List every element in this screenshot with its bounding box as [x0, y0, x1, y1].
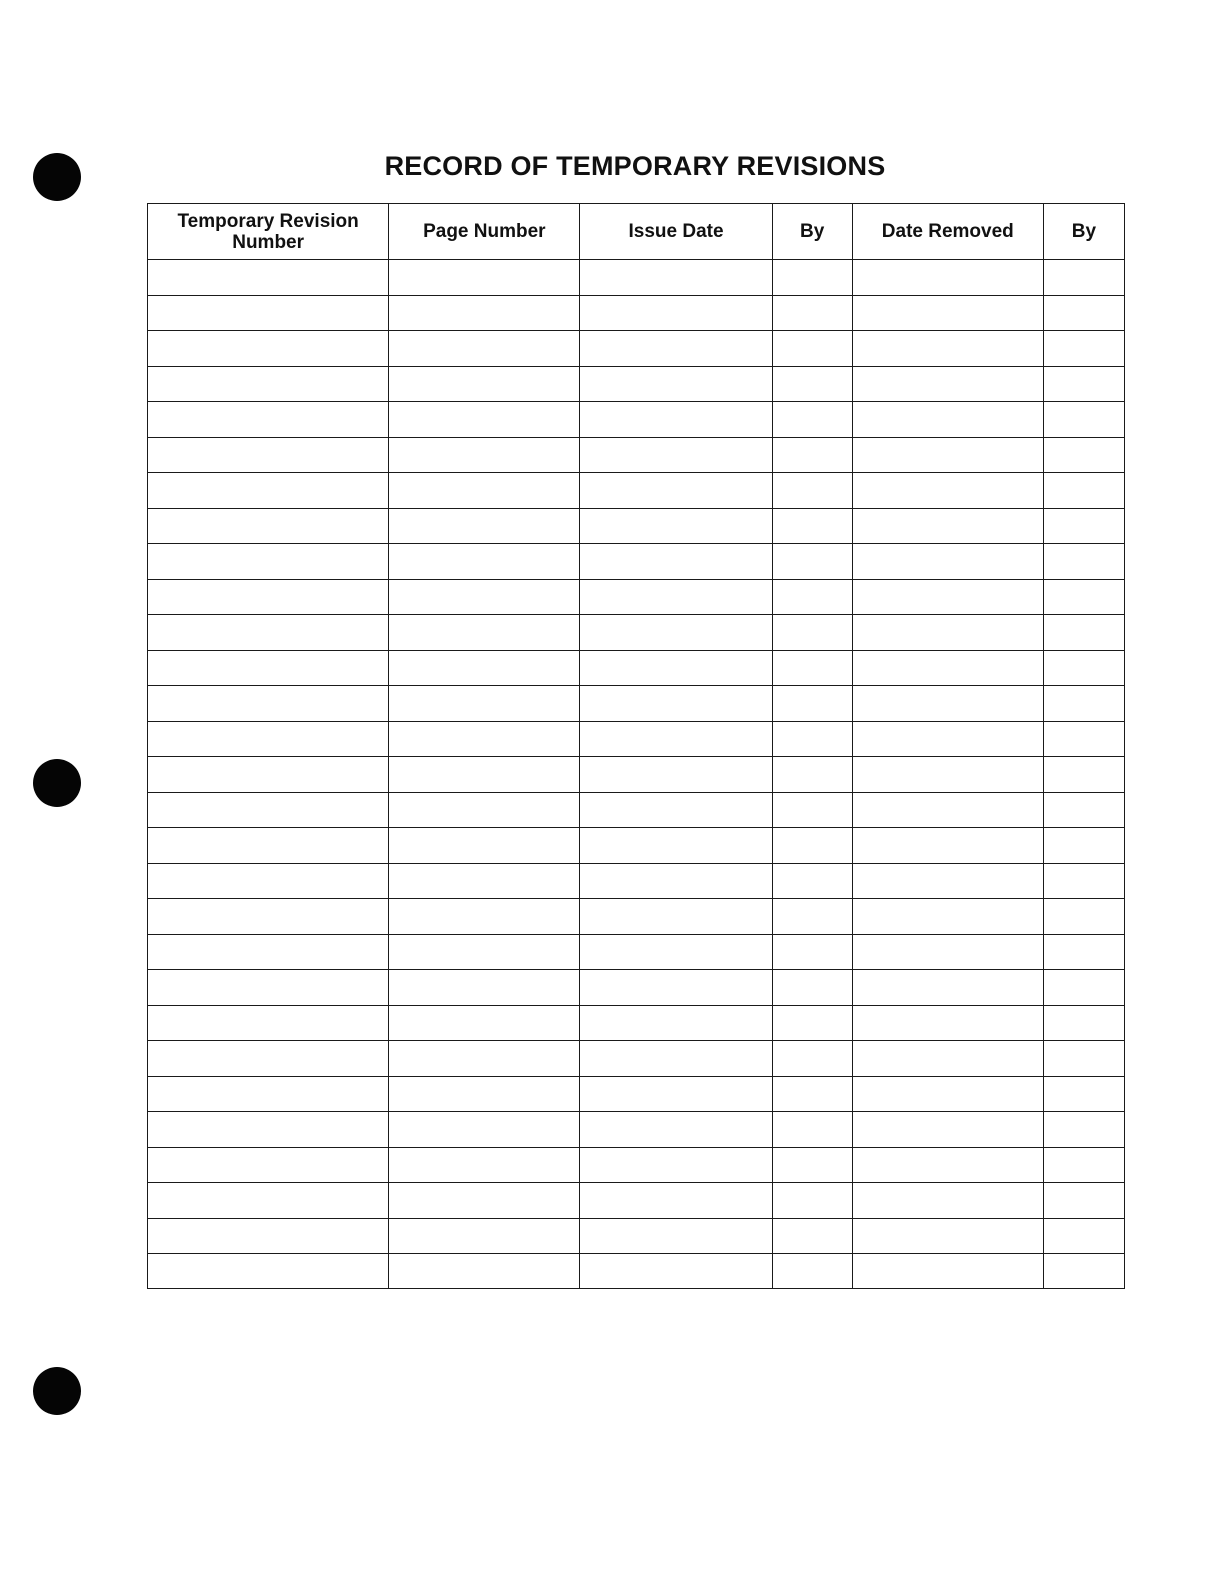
page-number-cell[interactable] [389, 650, 580, 686]
table-row [148, 721, 1125, 757]
issued-by-cell[interactable] [772, 721, 852, 757]
date-removed-cell[interactable] [852, 579, 1043, 615]
removed-by-cell[interactable] [1043, 331, 1124, 367]
issued-by-cell[interactable] [772, 828, 852, 864]
table-row [148, 1005, 1125, 1041]
removed-by-cell[interactable] [1043, 686, 1124, 722]
issue-date-cell[interactable] [580, 331, 772, 367]
revision-number-cell[interactable] [148, 402, 389, 438]
removed-by-cell[interactable] [1043, 792, 1124, 828]
issue-date-cell[interactable] [580, 544, 772, 580]
date-removed-cell[interactable] [852, 828, 1043, 864]
page-number-cell[interactable] [389, 1254, 580, 1289]
removed-by-cell[interactable] [1043, 260, 1124, 296]
issue-date-cell[interactable] [580, 721, 772, 757]
revisions-table [147, 203, 1125, 1289]
page-number-cell[interactable] [389, 970, 580, 1006]
revision-number-cell[interactable] [148, 1147, 389, 1183]
column-header-page-number: Page Number [389, 204, 580, 260]
page-number-cell[interactable] [389, 402, 580, 438]
issue-date-cell[interactable] [580, 1218, 772, 1254]
issue-date-cell[interactable] [580, 437, 772, 473]
removed-by-cell[interactable] [1043, 1076, 1124, 1112]
date-removed-cell[interactable] [852, 1112, 1043, 1148]
revision-number-cell[interactable] [148, 366, 389, 402]
date-removed-cell[interactable] [852, 1041, 1043, 1077]
removed-by-cell[interactable] [1043, 473, 1124, 509]
issue-date-cell[interactable] [580, 1076, 772, 1112]
revision-number-cell[interactable] [148, 757, 389, 793]
punch-hole-bottom [33, 1367, 81, 1415]
date-removed-cell[interactable] [852, 366, 1043, 402]
removed-by-cell[interactable] [1043, 1218, 1124, 1254]
page-number-cell[interactable] [389, 1041, 580, 1077]
date-removed-cell[interactable] [852, 508, 1043, 544]
issued-by-cell[interactable] [772, 1254, 852, 1289]
table-row [148, 437, 1125, 473]
date-removed-cell[interactable] [852, 295, 1043, 331]
page-number-cell[interactable] [389, 473, 580, 509]
removed-by-cell[interactable] [1043, 1005, 1124, 1041]
issue-date-cell[interactable] [580, 1112, 772, 1148]
table-row [148, 508, 1125, 544]
table-row [148, 899, 1125, 935]
date-removed-cell[interactable] [852, 1254, 1043, 1289]
removed-by-cell[interactable] [1043, 615, 1124, 651]
date-removed-cell[interactable] [852, 1076, 1043, 1112]
column-header-issue-date: Issue Date [580, 204, 772, 260]
issued-by-cell[interactable] [772, 366, 852, 402]
page-title: RECORD OF TEMPORARY REVISIONS [384, 151, 886, 181]
issued-by-cell[interactable] [772, 437, 852, 473]
date-removed-cell[interactable] [852, 899, 1043, 935]
column-header-removed-by: By [1043, 204, 1124, 260]
revision-number-cell[interactable] [148, 1005, 389, 1041]
page-number-cell[interactable] [389, 792, 580, 828]
page-number-cell[interactable] [389, 863, 580, 899]
date-removed-cell[interactable] [852, 402, 1043, 438]
issued-by-cell[interactable] [772, 615, 852, 651]
date-removed-cell[interactable] [852, 437, 1043, 473]
removed-by-cell[interactable] [1043, 899, 1124, 935]
table-row [148, 260, 1125, 296]
revision-number-cell[interactable] [148, 650, 389, 686]
table-row [148, 331, 1125, 367]
removed-by-cell[interactable] [1043, 402, 1124, 438]
revision-number-cell[interactable] [148, 1183, 389, 1219]
punch-hole-middle [33, 759, 81, 807]
issued-by-cell[interactable] [772, 473, 852, 509]
issued-by-cell[interactable] [772, 792, 852, 828]
issue-date-cell[interactable] [580, 757, 772, 793]
date-removed-cell[interactable] [852, 686, 1043, 722]
table-row [148, 295, 1125, 331]
issue-date-cell[interactable] [580, 473, 772, 509]
table-row [148, 402, 1125, 438]
issue-date-cell[interactable] [580, 650, 772, 686]
page-number-cell[interactable] [389, 1183, 580, 1219]
issued-by-cell[interactable] [772, 1112, 852, 1148]
table-row [148, 863, 1125, 899]
table-row [148, 792, 1125, 828]
issue-date-cell[interactable] [580, 1183, 772, 1219]
revision-number-cell[interactable] [148, 828, 389, 864]
page-number-cell[interactable] [389, 1147, 580, 1183]
table-row [148, 1112, 1125, 1148]
issued-by-cell[interactable] [772, 934, 852, 970]
revision-number-cell[interactable] [148, 721, 389, 757]
revision-number-cell[interactable] [148, 615, 389, 651]
table-row [148, 1147, 1125, 1183]
table-row [148, 686, 1125, 722]
table-row [148, 828, 1125, 864]
issued-by-cell[interactable] [772, 1041, 852, 1077]
issue-date-cell[interactable] [580, 295, 772, 331]
revision-number-cell[interactable] [148, 1112, 389, 1148]
revision-number-cell[interactable] [148, 792, 389, 828]
revision-number-cell[interactable] [148, 473, 389, 509]
issued-by-cell[interactable] [772, 686, 852, 722]
issued-by-cell[interactable] [772, 260, 852, 296]
removed-by-cell[interactable] [1043, 721, 1124, 757]
revision-number-cell[interactable] [148, 686, 389, 722]
date-removed-cell[interactable] [852, 757, 1043, 793]
issued-by-cell[interactable] [772, 1005, 852, 1041]
issue-date-cell[interactable] [580, 615, 772, 651]
removed-by-cell[interactable] [1043, 970, 1124, 1006]
date-removed-cell[interactable] [852, 934, 1043, 970]
page-number-cell[interactable] [389, 828, 580, 864]
removed-by-cell[interactable] [1043, 366, 1124, 402]
table-row [148, 544, 1125, 580]
revision-number-cell[interactable] [148, 544, 389, 580]
page-number-cell[interactable] [389, 1218, 580, 1254]
page-number-cell[interactable] [389, 579, 580, 615]
page-number-cell[interactable] [389, 508, 580, 544]
issue-date-cell[interactable] [580, 934, 772, 970]
removed-by-cell[interactable] [1043, 579, 1124, 615]
page-number-cell[interactable] [389, 1076, 580, 1112]
table-row [148, 1183, 1125, 1219]
removed-by-cell[interactable] [1043, 1147, 1124, 1183]
page-number-cell[interactable] [389, 721, 580, 757]
issue-date-cell[interactable] [580, 828, 772, 864]
removed-by-cell[interactable] [1043, 437, 1124, 473]
issued-by-cell[interactable] [772, 1076, 852, 1112]
column-header-date-removed: Date Removed [852, 204, 1043, 260]
page-number-cell[interactable] [389, 331, 580, 367]
issued-by-cell[interactable] [772, 402, 852, 438]
date-removed-cell[interactable] [852, 615, 1043, 651]
page-number-cell[interactable] [389, 1112, 580, 1148]
removed-by-cell[interactable] [1043, 1254, 1124, 1289]
page-number-cell[interactable] [389, 1005, 580, 1041]
issue-date-cell[interactable] [580, 1147, 772, 1183]
date-removed-cell[interactable] [852, 473, 1043, 509]
page-number-cell[interactable] [389, 544, 580, 580]
issue-date-cell[interactable] [580, 366, 772, 402]
revision-number-cell[interactable] [148, 331, 389, 367]
removed-by-cell[interactable] [1043, 757, 1124, 793]
issued-by-cell[interactable] [772, 331, 852, 367]
column-header-issued-by: By [772, 204, 852, 260]
revision-number-cell[interactable] [148, 863, 389, 899]
issue-date-cell[interactable] [580, 260, 772, 296]
revision-number-cell[interactable] [148, 1076, 389, 1112]
removed-by-cell[interactable] [1043, 650, 1124, 686]
revision-number-cell[interactable] [148, 1218, 389, 1254]
issue-date-cell[interactable] [580, 508, 772, 544]
issue-date-cell[interactable] [580, 970, 772, 1006]
issue-date-cell[interactable] [580, 579, 772, 615]
table-row [148, 650, 1125, 686]
revision-number-cell[interactable] [148, 295, 389, 331]
issue-date-cell[interactable] [580, 1254, 772, 1289]
revision-number-cell[interactable] [148, 899, 389, 935]
table-row [148, 1254, 1125, 1289]
date-removed-cell[interactable] [852, 863, 1043, 899]
issued-by-cell[interactable] [772, 295, 852, 331]
issue-date-cell[interactable] [580, 1041, 772, 1077]
date-removed-cell[interactable] [852, 544, 1043, 580]
table-row [148, 757, 1125, 793]
page-number-cell[interactable] [389, 260, 580, 296]
table-row [148, 970, 1125, 1006]
removed-by-cell[interactable] [1043, 544, 1124, 580]
removed-by-cell[interactable] [1043, 508, 1124, 544]
page-number-cell[interactable] [389, 295, 580, 331]
issued-by-cell[interactable] [772, 899, 852, 935]
date-removed-cell[interactable] [852, 650, 1043, 686]
removed-by-cell[interactable] [1043, 828, 1124, 864]
table-row [148, 366, 1125, 402]
issued-by-cell[interactable] [772, 970, 852, 1006]
table-row [148, 1076, 1125, 1112]
issued-by-cell[interactable] [772, 863, 852, 899]
date-removed-cell[interactable] [852, 331, 1043, 367]
table-row [148, 1041, 1125, 1077]
revision-number-cell[interactable] [148, 970, 389, 1006]
date-removed-cell[interactable] [852, 1147, 1043, 1183]
table-row [148, 579, 1125, 615]
page-number-cell[interactable] [389, 437, 580, 473]
issue-date-cell[interactable] [580, 1005, 772, 1041]
removed-by-cell[interactable] [1043, 1112, 1124, 1148]
revision-number-cell[interactable] [148, 260, 389, 296]
removed-by-cell[interactable] [1043, 863, 1124, 899]
table-row [148, 934, 1125, 970]
issued-by-cell[interactable] [772, 1183, 852, 1219]
issued-by-cell[interactable] [772, 544, 852, 580]
date-removed-cell[interactable] [852, 1218, 1043, 1254]
revision-number-cell[interactable] [148, 579, 389, 615]
revision-number-cell[interactable] [148, 1041, 389, 1077]
issued-by-cell[interactable] [772, 1218, 852, 1254]
issued-by-cell[interactable] [772, 508, 852, 544]
date-removed-cell[interactable] [852, 1183, 1043, 1219]
table-body [148, 260, 1125, 1289]
date-removed-cell[interactable] [852, 1005, 1043, 1041]
date-removed-cell[interactable] [852, 970, 1043, 1006]
removed-by-cell[interactable] [1043, 295, 1124, 331]
date-removed-cell[interactable] [852, 721, 1043, 757]
removed-by-cell[interactable] [1043, 1041, 1124, 1077]
issued-by-cell[interactable] [772, 650, 852, 686]
revision-number-cell[interactable] [148, 934, 389, 970]
issue-date-cell[interactable] [580, 402, 772, 438]
issued-by-cell[interactable] [772, 579, 852, 615]
revision-number-cell[interactable] [148, 508, 389, 544]
issue-date-cell[interactable] [580, 686, 772, 722]
column-header-temporary-revision-number: Temporary Revision Number [148, 204, 389, 260]
date-removed-cell[interactable] [852, 792, 1043, 828]
table-row [148, 615, 1125, 651]
revision-number-cell[interactable] [148, 437, 389, 473]
date-removed-cell[interactable] [852, 260, 1043, 296]
page-number-cell[interactable] [389, 686, 580, 722]
page-number-cell[interactable] [389, 934, 580, 970]
issued-by-cell[interactable] [772, 1147, 852, 1183]
issue-date-cell[interactable] [580, 899, 772, 935]
removed-by-cell[interactable] [1043, 1183, 1124, 1219]
page-number-cell[interactable] [389, 615, 580, 651]
issued-by-cell[interactable] [772, 757, 852, 793]
issue-date-cell[interactable] [580, 863, 772, 899]
revision-number-cell[interactable] [148, 1254, 389, 1289]
page-number-cell[interactable] [389, 757, 580, 793]
table-row [148, 473, 1125, 509]
table-header-row [148, 204, 1125, 260]
removed-by-cell[interactable] [1043, 934, 1124, 970]
page-number-cell[interactable] [389, 366, 580, 402]
table-row [148, 1218, 1125, 1254]
page-number-cell[interactable] [389, 899, 580, 935]
issue-date-cell[interactable] [580, 792, 772, 828]
